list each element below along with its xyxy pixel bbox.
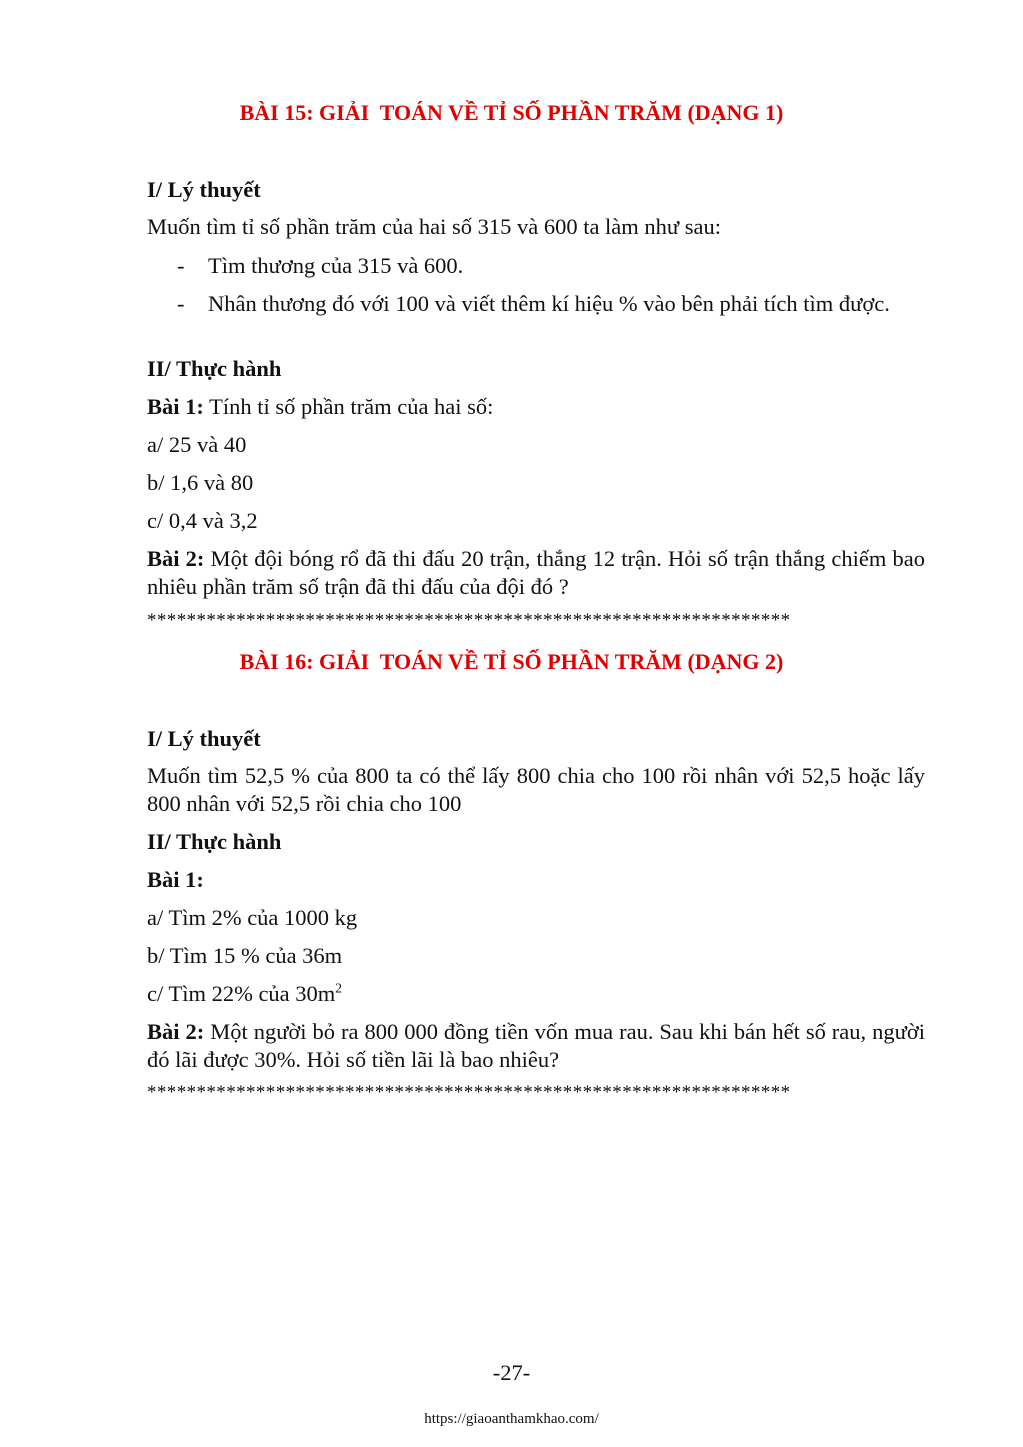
footer-url: https://giaoanthamkhao.com/ — [424, 1411, 599, 1427]
dash-bullet: - — [177, 253, 185, 278]
lesson-16-exercise-2 — [147, 1018, 925, 1074]
superscript-two: 2 — [335, 980, 343, 996]
lesson-16-title: BÀI 16: GIẢI TOÁN VỀ TỈ SỐ PHẦN TRĂM (DẠNG 2) — [239, 649, 784, 674]
step-text: Tìm thương của 315 và 600. — [208, 253, 464, 278]
lesson-16-exercise-1-label: Bài 1: — [147, 867, 204, 892]
lesson-15-ex1-item-a: a/ 25 và 40 — [147, 432, 247, 457]
separator-stars: ***************************************************************** — [147, 610, 791, 631]
lesson-15-exercise-1 — [147, 393, 493, 421]
dash-bullet: - — [177, 291, 185, 316]
lesson-15-ex1-item-c: c/ 0,4 và 3,2 — [147, 508, 258, 533]
lesson-16-theory-text: Muốn tìm 52,5 % của 800 ta có thể lấy 800 chia cho 100 rồi nhân với 52,5 hoặc lấy 800 nhân với 52,5 rồi chia cho 100 — [147, 763, 925, 816]
lesson-15-theory-text: Muốn tìm tỉ số phần trăm của hai số 315 và 600 ta làm như sau: — [147, 214, 721, 239]
exercise-label: Bài 1: — [147, 394, 204, 419]
step-text: Nhân thương đó với 100 và viết thêm kí hiệu % vào bên phải tích tìm được. — [208, 291, 890, 316]
exercise-label: Bài 2: — [147, 1019, 205, 1044]
exercise-text: Tính tỉ số phần trăm của hai số: — [203, 394, 494, 419]
lesson-16-ex1-item-c — [147, 980, 342, 1008]
lesson-16-ex1-item-b: b/ Tìm 15 % của 36m — [147, 943, 343, 968]
lesson-16-practice-heading: II/ Thực hành — [147, 829, 282, 854]
exercise-text: Một đội bóng rổ đã thi đấu 20 trận, thắng 12 trận. Hỏi số trận thắng chiếm bao nhiêu phần trăm số trận đã thi đấu của đội đó ? — [147, 546, 925, 599]
lesson-15-ex1-item-b: b/ 1,6 và 80 — [147, 470, 254, 495]
item-text: c/ Tìm 22% của 30m — [147, 981, 336, 1006]
lesson-16-ex1-item-a: a/ Tìm 2% của 1000 kg — [147, 905, 358, 930]
lesson-15-exercise-2 — [147, 545, 925, 601]
lesson-15-title: BÀI 15: GIẢI TOÁN VỀ TỈ SỐ PHẦN TRĂM (DẠNG 1) — [239, 100, 784, 125]
lesson-15-theory-heading: I/ Lý thuyết — [147, 177, 261, 202]
exercise-label: Bài 2: — [147, 546, 205, 571]
lesson-15-practice-heading: II/ Thực hành — [147, 356, 282, 381]
exercise-text: Một người bỏ ra 800 000 đồng tiền vốn mua rau. Sau khi bán hết số rau, người đó lãi được 30%. Hỏi số tiền lãi là bao nhiêu? — [147, 1019, 925, 1072]
page-number: -27- — [492, 1360, 531, 1385]
lesson-16-theory-heading: I/ Lý thuyết — [147, 726, 261, 751]
separator-stars: ***************************************************************** — [147, 1082, 791, 1103]
